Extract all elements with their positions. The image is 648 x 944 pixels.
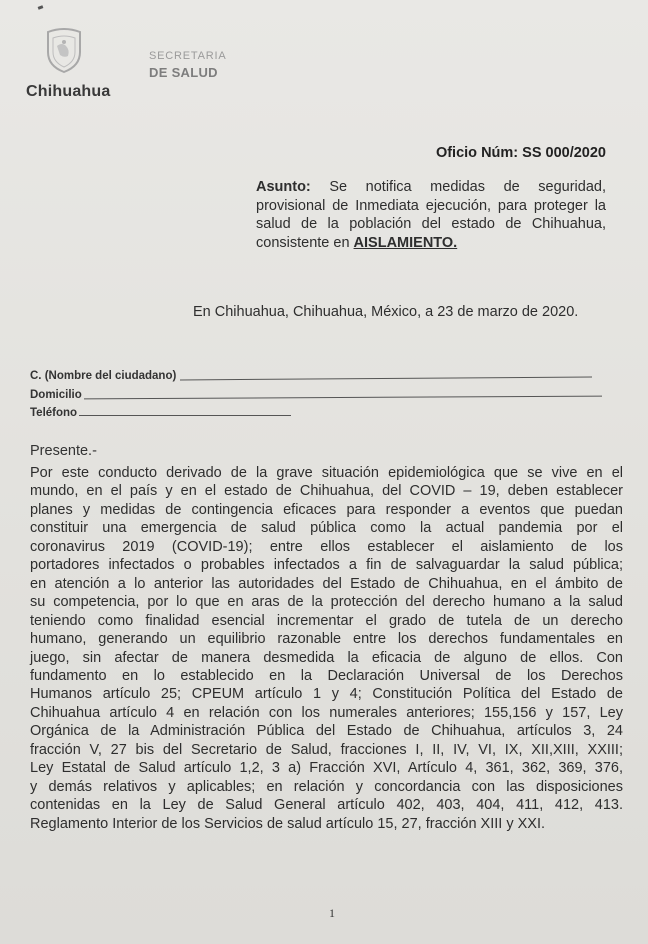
- scan-mark: [38, 5, 44, 10]
- body-line: fundamento en lo establecido en la Declaración Universal de los Derechos: [30, 667, 623, 684]
- body-line: y demás relativos y aplicables; en relación y concordancia con las disposiciones: [30, 778, 623, 795]
- body-line: teniendo como finalidad esencial incrementar el grado de tutela de un derecho: [30, 612, 623, 629]
- logo-wordmark: Chihuahua: [26, 83, 111, 100]
- body-line: coronavirus 2019 (COVID-19); entre ellos establecer el aislamiento de los: [30, 538, 623, 555]
- phone-label: Teléfono: [30, 407, 78, 419]
- body-line: Por este conducto derivado de la grave situación epidemiológica que se vive en el: [30, 465, 623, 481]
- body-line: su competencia, por lo que en aras de la protección del derecho humano a la salud: [30, 594, 623, 611]
- body-line: portadores infectados o probables infectados a fin de salvaguardar la salud pública;: [30, 557, 623, 574]
- salutation: Presente.-: [30, 443, 97, 459]
- body-line: Humanos artículo 25; CPEUM artículo 1 y 4; Constitución Política del Estado de: [30, 686, 623, 703]
- phone-field[interactable]: [30, 407, 291, 419]
- place-date: En Chihuahua, Chihuahua, México, a 23 de marzo de 2020.: [193, 304, 579, 320]
- phone-line[interactable]: [79, 415, 291, 416]
- citizen-name-field[interactable]: [30, 370, 592, 382]
- address-label: Domicilio: [30, 389, 82, 401]
- secretaria-label: SECRETARIA: [149, 50, 227, 62]
- subject-text: Se notifica medidas de seguridad, provisional de Inmediata ejecución, para proteger la salud de la población del estado de Chihuahua, consistente en: [256, 179, 606, 251]
- body-line: humano, generando un equilibrio razonable entre los derechos fundamentales en: [30, 631, 623, 648]
- body-line: Chihuahua artículo 4 en relación con los numerales anteriores; 155,156 y 157, Ley: [30, 704, 623, 721]
- body-line: mundo, en el país y en el estado de Chihuahua, del COVID – 19, deben establecer: [30, 483, 623, 500]
- body-line: en atención a lo anterior las autoridades del Estado de Chihuahua, en el ámbito de: [30, 575, 623, 592]
- subject-block: [256, 178, 606, 252]
- address-field[interactable]: [30, 389, 602, 401]
- body-line: planes y medidas de contingencia eficaces para responder a eventos que puedan: [30, 501, 623, 518]
- address-line[interactable]: [84, 396, 602, 400]
- body-line: Reglamento Interior de los Servicios de salud artículo 15, 27, fracción XIII y XXI.: [30, 815, 546, 832]
- body-line: contenidas en la Ley de Salud General artículo 402, 403, 404, 411, 412, 413.: [30, 797, 623, 814]
- citizen-name-label: C. (Nombre del ciudadano): [30, 370, 177, 382]
- body-line: Ley Estatal de Salud artículo 1,2, 3 a) Fracción XVI, Artículo 4, 361, 362, 369, 376,: [30, 760, 623, 777]
- subject-emphasis: AISLAMIENTO.: [353, 234, 458, 251]
- body-line: fracción V, 27 bis del Secretario de Salud, fracciones I, II, IV, VI, IX, XII,XIII, XXIII;: [30, 741, 623, 758]
- body-paragraph: [30, 464, 623, 833]
- body-line: Orgánica de la Administración Pública del Estado de Chihuahua, artículos 3, 24: [30, 723, 623, 740]
- subject-label: Asunto:: [256, 179, 311, 195]
- page-number: 1: [329, 906, 335, 920]
- department-label: DE SALUD: [149, 65, 218, 80]
- state-coat-of-arms-icon: [44, 28, 84, 74]
- body-line: constituir una emergencia de salud pública como la actual pandemia por el: [30, 520, 623, 537]
- body-line: juego, sin afectar de manera desmedida la eficacia de alguno de ellos. Con: [30, 649, 623, 666]
- citizen-name-line[interactable]: [180, 377, 592, 381]
- document-number: Oficio Núm: SS 000/2020: [435, 145, 606, 161]
